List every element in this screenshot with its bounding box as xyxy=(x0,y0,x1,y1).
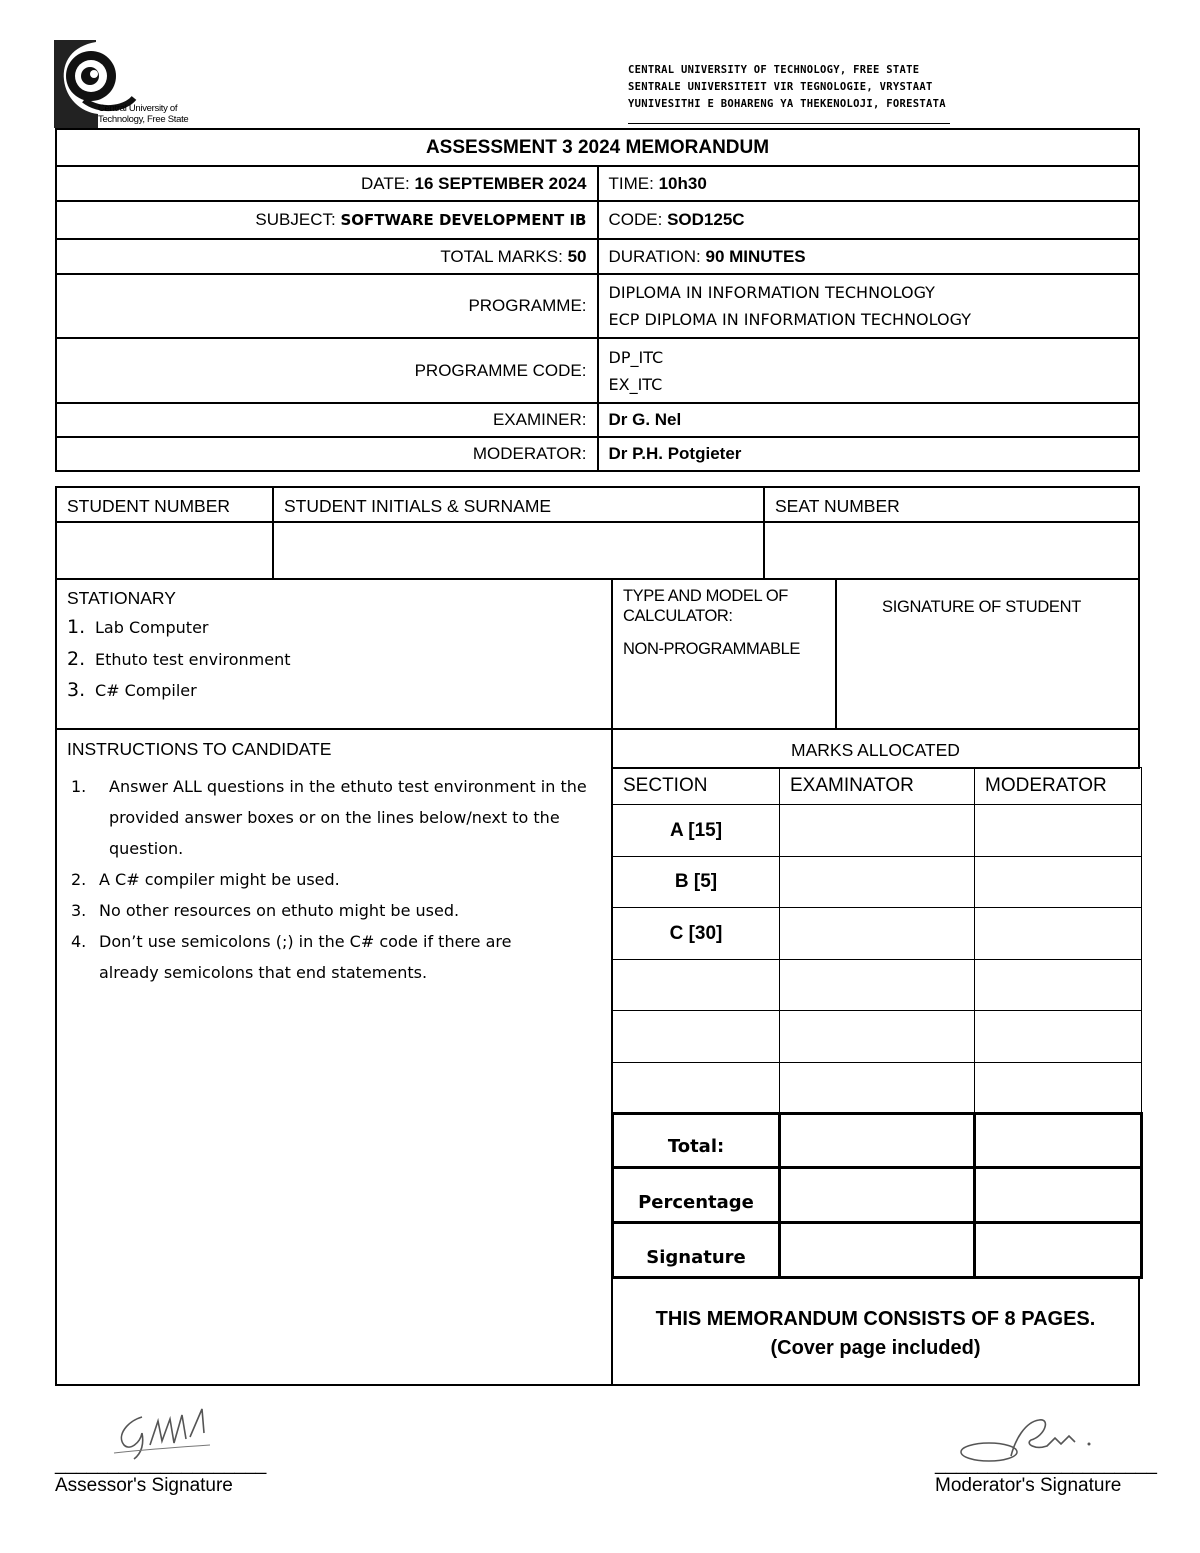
moderator-mark-field[interactable] xyxy=(975,1063,1142,1114)
list-item: 1. Answer ALL questions in the ethuto test environment in the provided answer boxes or on the lines below/next to the question. xyxy=(71,777,587,858)
moderator-signature-line: _____________________ xyxy=(935,1454,1157,1475)
instructions-label: INSTRUCTIONS TO CANDIDATE xyxy=(67,739,332,759)
marks-table xyxy=(611,767,1143,1279)
page-count-line1: THIS MEMORANDUM CONSISTS OF 8 PAGES. xyxy=(655,1308,1096,1330)
section-empty xyxy=(613,960,780,1011)
page-count-line2: (Cover page included) xyxy=(770,1337,981,1359)
programme-code-label: PROGRAMME CODE: xyxy=(56,338,598,403)
assessor-signature-label: Assessor's Signature xyxy=(55,1475,233,1496)
page-title: ASSESSMENT 3 2024 MEMORANDUM xyxy=(56,129,1139,166)
programme-code-cell xyxy=(598,338,1140,403)
table-row xyxy=(613,908,1142,960)
section-b: B [5] xyxy=(613,857,780,908)
header-rule xyxy=(628,123,950,124)
page-count-note-box xyxy=(611,1276,1140,1386)
subject-cell xyxy=(56,201,598,239)
time-value: 10h30 xyxy=(658,173,707,193)
seat-number-label: SEAT NUMBER xyxy=(775,496,900,516)
code-label: CODE: xyxy=(608,210,663,229)
list-item: 3. C# Compiler xyxy=(67,679,197,701)
stationary-list xyxy=(67,612,291,707)
table-row xyxy=(613,1011,1142,1063)
programme-item: DIPLOMA IN INFORMATION TECHNOLOGY xyxy=(608,283,935,302)
assessment-details-table xyxy=(55,128,1140,472)
moderator-signature-label: Moderator's Signature xyxy=(935,1475,1122,1496)
code-value: SOD125C xyxy=(667,210,745,229)
total-row xyxy=(613,1114,1142,1168)
marks-title-box xyxy=(611,728,1140,769)
list-item: 3. No other resources on ethuto might be used. xyxy=(71,901,460,920)
programme-cell xyxy=(598,274,1140,338)
page-count-note xyxy=(613,1278,1138,1363)
percentage-row xyxy=(613,1168,1142,1223)
moderator-label: MODERATOR: xyxy=(56,437,598,471)
marks-title: MARKS ALLOCATED xyxy=(791,740,960,760)
table-row xyxy=(613,857,1142,908)
section-empty xyxy=(613,1011,780,1063)
column-header-section: SECTION xyxy=(613,768,780,805)
time-cell xyxy=(598,166,1140,201)
subject-value: SOFTWARE DEVELOPMENT IB xyxy=(340,211,587,229)
student-signature-box[interactable] xyxy=(835,578,1140,730)
university-logo xyxy=(54,40,204,130)
calculator-box xyxy=(611,578,837,730)
code-cell xyxy=(598,201,1140,239)
moderator-value: Dr P.H. Potgieter xyxy=(598,437,1140,471)
list-item: 4. Don’t use semicolons (;) in the C# code if there are already semicolons that end statements. xyxy=(71,932,512,982)
programme-item: ECP DIPLOMA IN INFORMATION TECHNOLOGY xyxy=(608,310,971,329)
logo-caption-line1: Central University of xyxy=(98,103,178,114)
moderator-mark-field[interactable] xyxy=(975,1011,1142,1063)
examinator-mark-field[interactable] xyxy=(780,908,975,960)
table-row xyxy=(613,1063,1142,1114)
student-name-label-box xyxy=(272,486,765,523)
examiner-value: Dr G. Nel xyxy=(598,403,1140,437)
logo-caption-line2: Technology, Free State xyxy=(98,114,189,125)
date-cell xyxy=(56,166,598,201)
total-marks-label: TOTAL MARKS: xyxy=(440,246,563,266)
percentage-label: Percentage xyxy=(613,1168,780,1223)
list-item: 2. Ethuto test environment xyxy=(67,647,291,670)
date-value: 16 SEPTEMBER 2024 xyxy=(414,173,587,193)
programme-label: PROGRAMME: xyxy=(56,274,598,338)
moderator-mark-field[interactable] xyxy=(975,805,1142,857)
university-name-af: SENTRALE UNIVERSITEIT VIR TEGNOLOGIE, VRYSTAAT xyxy=(628,81,933,93)
total-marks-value: 50 xyxy=(567,246,587,266)
moderator-total-field[interactable] xyxy=(975,1114,1142,1168)
total-marks-cell xyxy=(56,239,598,274)
instructions-box xyxy=(55,728,613,1386)
duration-label: DURATION: xyxy=(608,246,701,266)
table-row xyxy=(613,805,1142,857)
programme-code-item: EX_ITC xyxy=(608,374,663,394)
student-number-field[interactable] xyxy=(55,521,274,580)
student-number-label-box xyxy=(55,486,274,523)
student-name-label: STUDENT INITIALS & SURNAME xyxy=(284,496,552,516)
student-name-field[interactable] xyxy=(272,521,765,580)
moderator-signature-field[interactable] xyxy=(975,1223,1142,1278)
stationary-box xyxy=(55,578,613,730)
student-signature-label: SIGNATURE OF STUDENT xyxy=(882,598,1082,616)
seat-number-label-box xyxy=(763,486,1140,523)
examinator-mark-field[interactable] xyxy=(780,960,975,1011)
table-row xyxy=(613,960,1142,1011)
examinator-mark-field[interactable] xyxy=(780,857,975,908)
moderator-mark-field[interactable] xyxy=(975,960,1142,1011)
examinator-signature-field[interactable] xyxy=(780,1223,975,1278)
signature-label: Signature xyxy=(613,1223,780,1278)
signature-row xyxy=(613,1223,1142,1278)
section-empty xyxy=(613,1063,780,1114)
assessor-signature-line: ____________________ xyxy=(55,1454,267,1475)
stationary-label: STATIONARY xyxy=(67,588,176,608)
examinator-mark-field[interactable] xyxy=(780,1063,975,1114)
instructions-list xyxy=(67,771,603,988)
examinator-mark-field[interactable] xyxy=(780,1011,975,1063)
duration-value: 90 MINUTES xyxy=(705,246,806,266)
moderator-mark-field[interactable] xyxy=(975,857,1142,908)
university-name-block xyxy=(628,62,950,113)
examinator-percentage-field[interactable] xyxy=(780,1168,975,1223)
column-header-moderator: MODERATOR xyxy=(975,768,1142,805)
subject-label: SUBJECT: xyxy=(255,210,336,229)
university-name-en: CENTRAL UNIVERSITY OF TECHNOLOGY, FREE STATE xyxy=(628,64,920,76)
moderator-mark-field[interactable] xyxy=(975,908,1142,960)
duration-cell xyxy=(598,239,1140,274)
section-a: A [15] xyxy=(613,805,780,857)
examiner-label: EXAMINER: xyxy=(56,403,598,437)
examinator-mark-field[interactable] xyxy=(780,805,975,857)
time-label: TIME: xyxy=(608,173,654,193)
column-header-examinator: EXAMINATOR xyxy=(780,768,975,805)
calculator-value: NON-PROGRAMMABLE xyxy=(623,640,800,658)
programme-code-item: DP_ITC xyxy=(608,347,664,367)
moderator-percentage-field[interactable] xyxy=(975,1168,1142,1223)
list-item: 2. A C# compiler might be used. xyxy=(71,870,340,889)
list-item: 1. Lab Computer xyxy=(67,616,209,638)
date-label: DATE: xyxy=(360,173,410,193)
total-label: Total: xyxy=(613,1114,780,1168)
section-c: C [30] xyxy=(613,908,780,960)
university-name-st: YUNIVESITHI E BOHARENG YA THEKENOLOJI, FORESTATA xyxy=(628,98,946,110)
calculator-label: TYPE AND MODEL OF CALCULATOR: xyxy=(623,587,788,625)
student-number-label: STUDENT NUMBER xyxy=(67,496,231,516)
examinator-total-field[interactable] xyxy=(780,1114,975,1168)
seat-number-field[interactable] xyxy=(763,521,1140,580)
